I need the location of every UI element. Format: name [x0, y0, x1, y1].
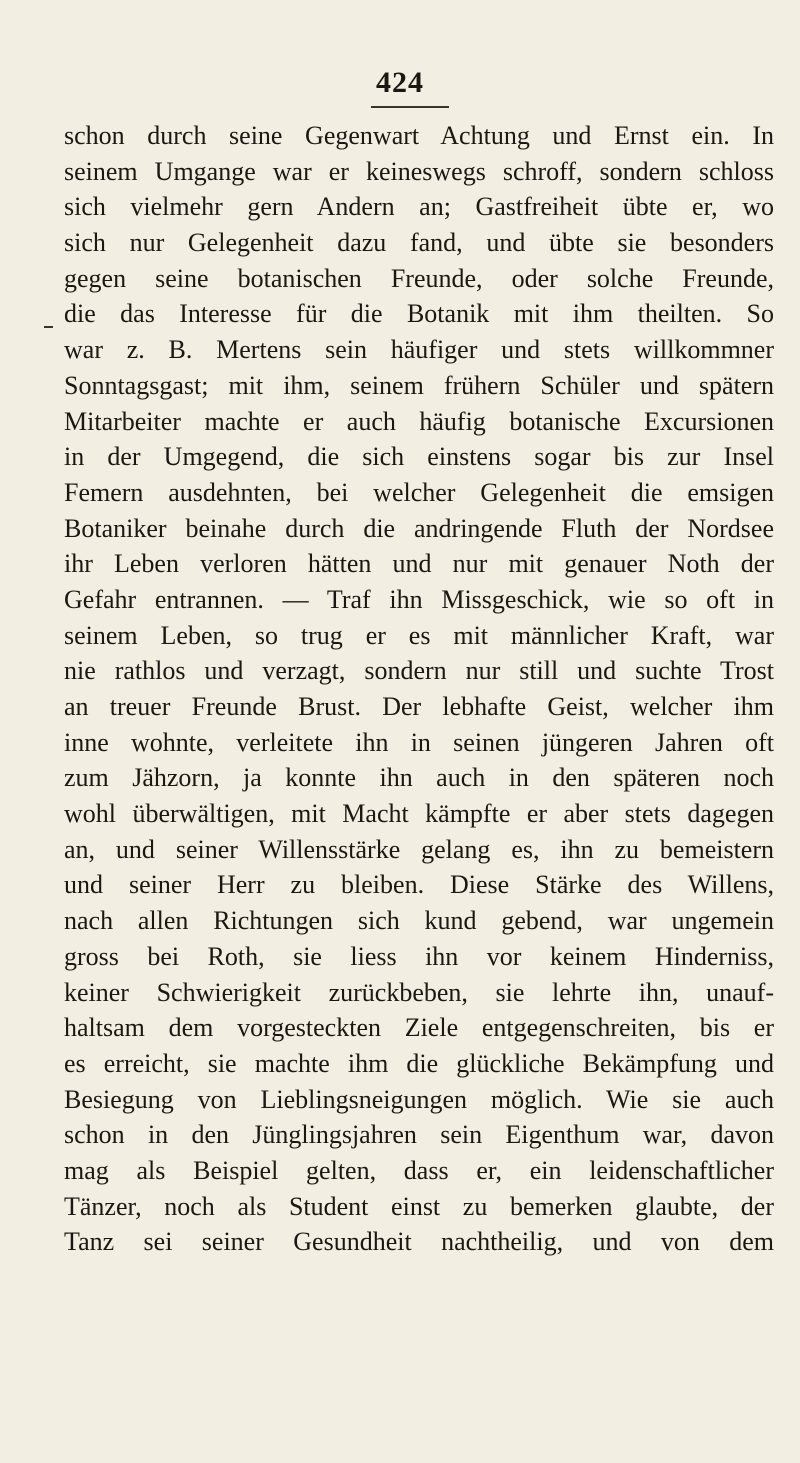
text-line: wohl überwältigen, mit Macht kämpfte er aber stets dagegen	[64, 799, 774, 829]
text-line: sich nur Gelegenheit dazu fand, und übte sie besonders	[64, 228, 774, 258]
text-line: in der Umgegend, die sich einstens sogar bis zur Insel	[64, 442, 774, 472]
text-line: es erreicht, sie machte ihm die glückliche Bekämpfung und	[64, 1048, 774, 1078]
text-line: Sonntagsgast; mit ihm, seinem frühern Schüler und spätern	[64, 370, 774, 400]
text-line: Tänzer, noch als Student einst zu bemerken glaubte, der	[64, 1191, 774, 1221]
text-line: Gefahr entrannen. — Traf ihn Missgeschick, wie so oft in	[64, 584, 774, 614]
text-line: und seiner Herr zu bleiben. Diese Stärke des Willens,	[64, 870, 774, 900]
text-line: Besiegung von Lieblingsneigungen möglich. Wie sie auch	[64, 1084, 774, 1114]
text-line: schon durch seine Gegenwart Achtung und Ernst ein. In	[64, 121, 774, 150]
text-line: nach allen Richtungen sich kund gebend, war ungemein	[64, 906, 774, 936]
text-line: ihr Leben verloren hätten und nur mit genauer Noth der	[64, 549, 774, 579]
text-line: war z. B. Mertens sein häufiger und stets willkommner	[64, 335, 774, 365]
margin-mark	[44, 326, 53, 328]
text-line: Mitarbeiter machte er auch häufig botanische Excursionen	[64, 406, 774, 436]
text-line: schon in den Jünglingsjahren sein Eigenthum war, davon	[64, 1120, 774, 1150]
text-line: sich vielmehr gern Andern an; Gastfreiheit übte er, wo	[64, 192, 774, 222]
text-line: an treuer Freunde Brust. Der lebhafte Geist, welcher ihm	[64, 692, 774, 721]
text-line: seinem Umgange war er keineswegs schroff, sondern schloss	[64, 156, 774, 186]
text-line: mag als Beispiel gelten, dass er, ein leidenschaftlicher	[64, 1155, 774, 1185]
text-line: gegen seine botanischen Freunde, oder solche Freunde,	[64, 263, 774, 293]
text-line: zum Jähzorn, ja konnte ihn auch in den späteren noch	[64, 763, 774, 793]
page-number: 424	[376, 66, 424, 99]
text-line: Femern ausdehnten, bei welcher Gelegenheit die emsigen	[64, 477, 774, 507]
text-line: an, und seiner Willensstärke gelang es, ihn zu bemeistern	[64, 834, 774, 864]
text-line: nie rathlos und verzagt, sondern nur still und suchte Trost	[64, 656, 774, 686]
text-line: seinem Leben, so trug er es mit männlicher Kraft, war	[64, 620, 774, 650]
text-line: keiner Schwierigkeit zurückbeben, sie lehrte ihn, unauf-	[64, 977, 774, 1007]
text-line: haltsam dem vorgesteckten Ziele entgegenschreiten, bis er	[64, 1013, 774, 1043]
text-line: Tanz sei seiner Gesundheit nachtheilig, und von dem	[64, 1227, 774, 1257]
text-line: Botaniker beinahe durch die andringende Fluth der Nordsee	[64, 513, 774, 543]
text-line: die das Interesse für die Botanik mit ihm theilten. So	[64, 299, 774, 329]
text-line: inne wohnte, verleitete ihn in seinen jüngeren Jahren oft	[64, 727, 774, 757]
text-line: gross bei Roth, sie liess ihn vor keinem Hinderniss,	[64, 941, 774, 971]
body-text	[64, 118, 774, 1260]
page-number-underline	[371, 106, 449, 108]
